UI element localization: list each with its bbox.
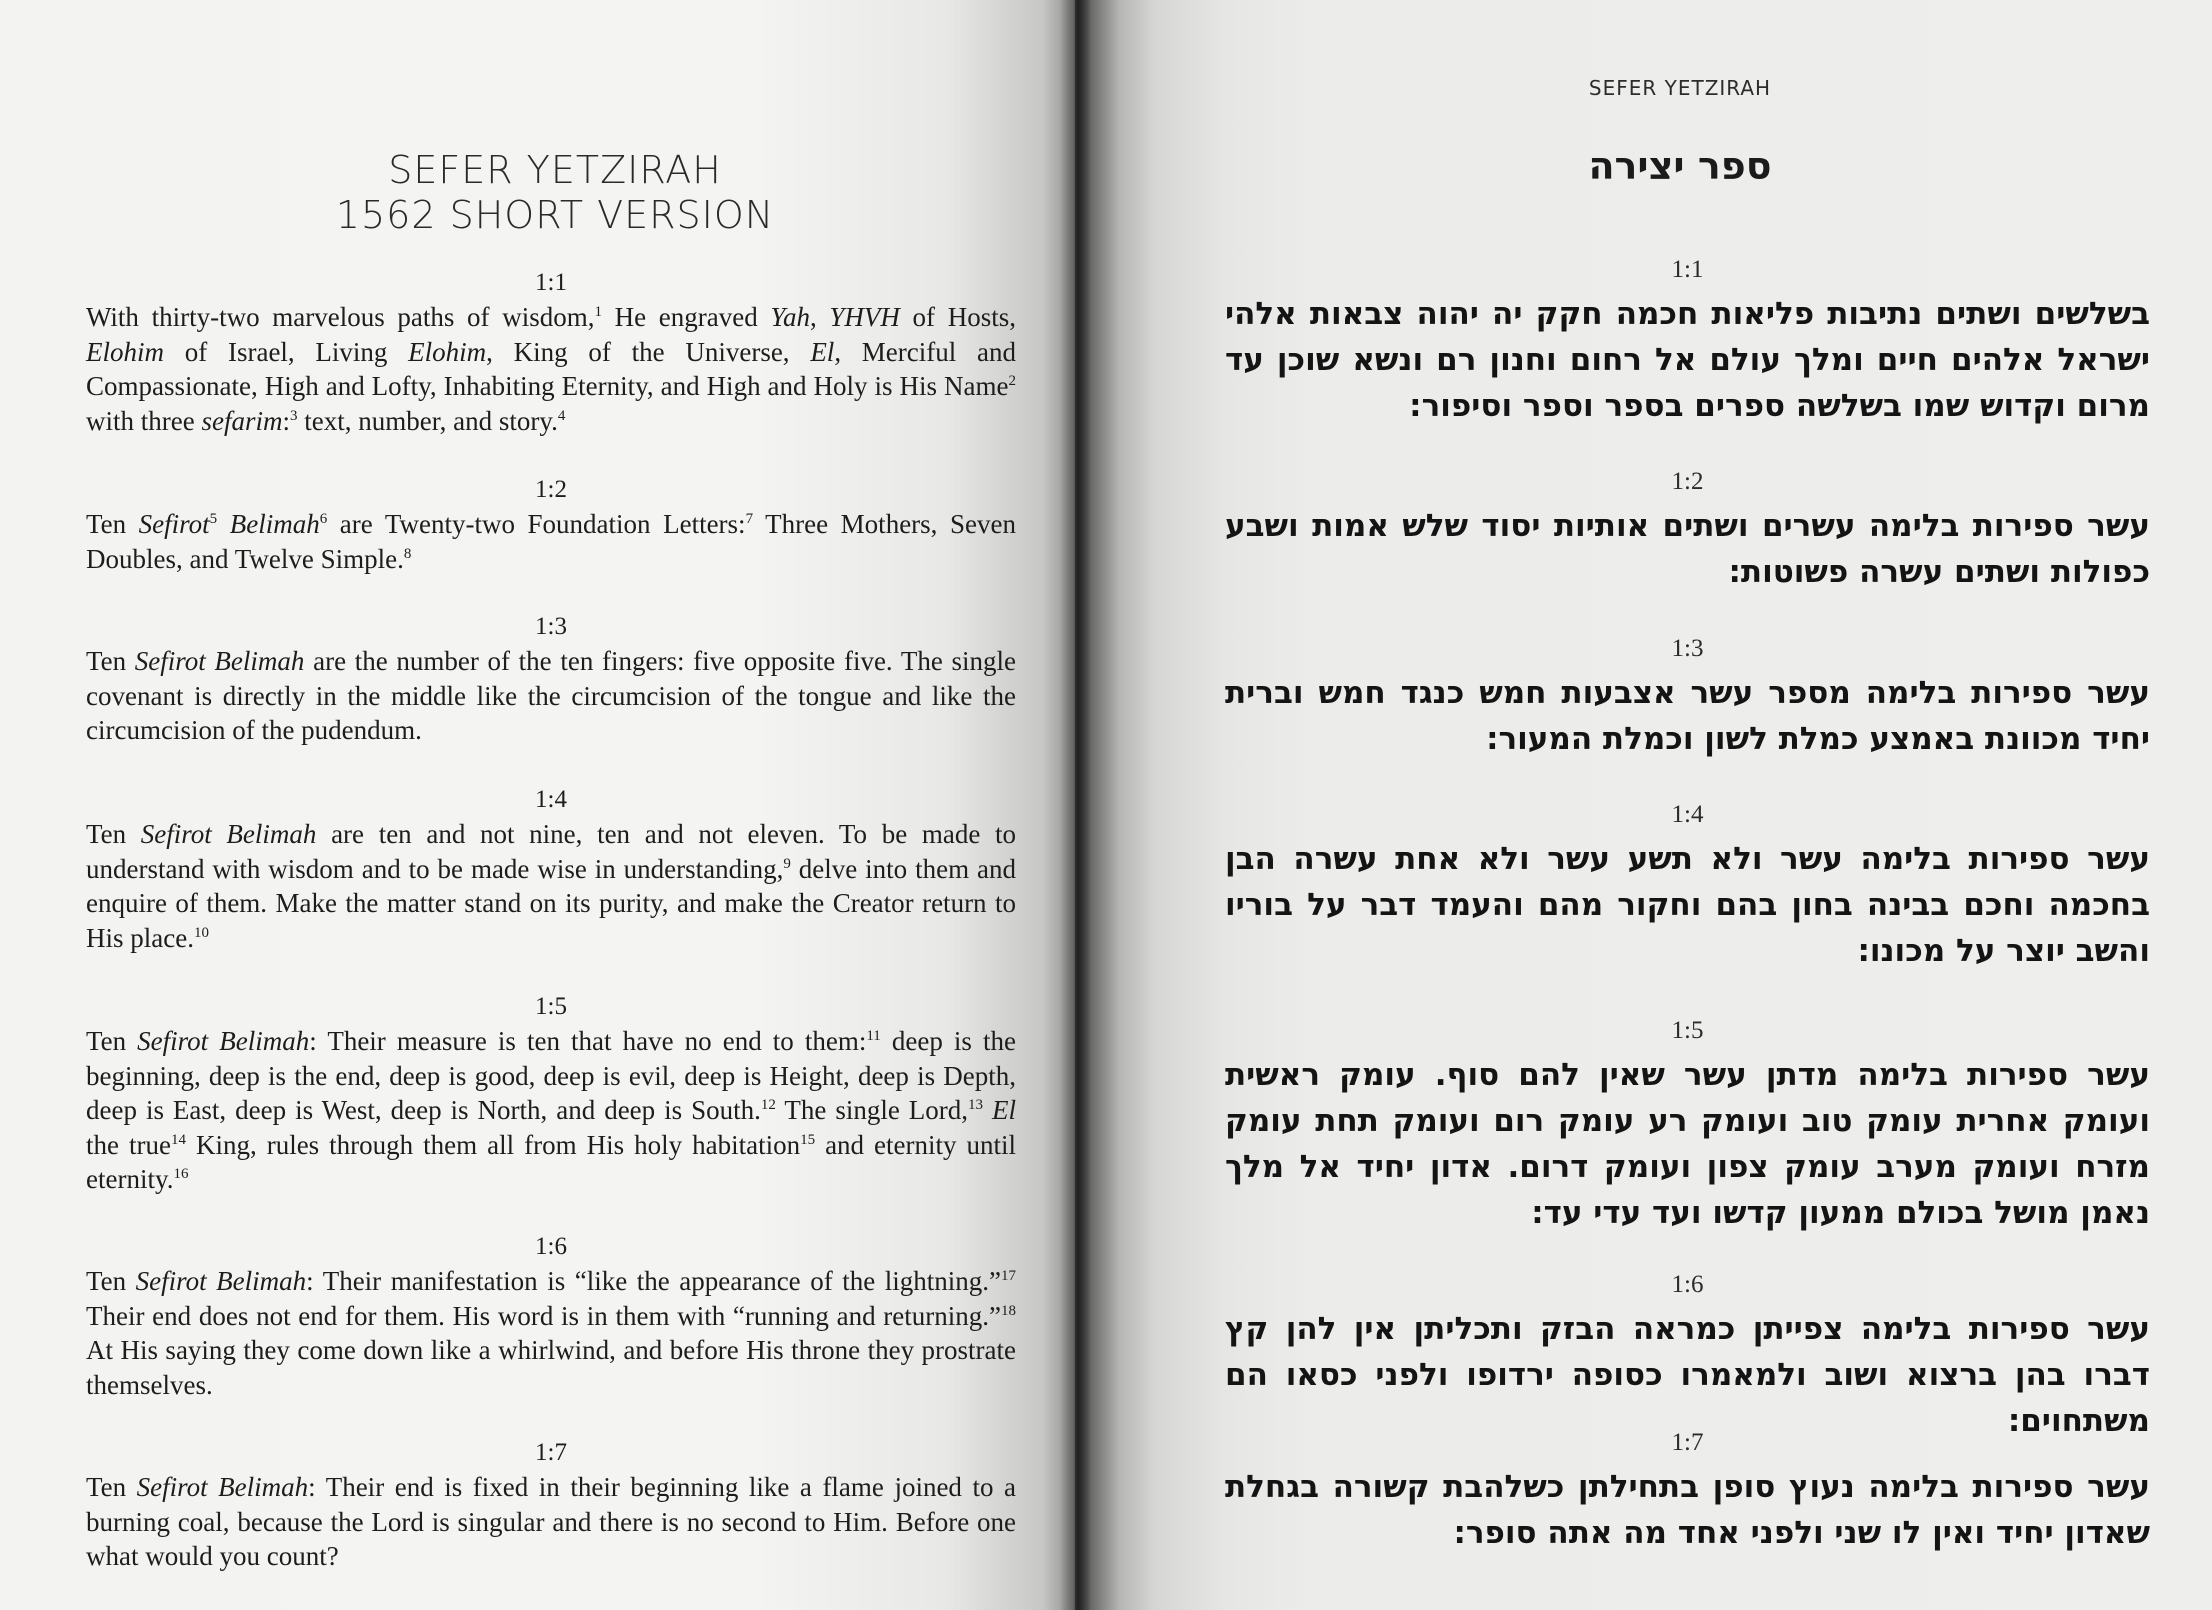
- verse-text: Ten Sefirot Belimah: Their measure is ten that have no end to them:$^{11}$ deep is the beginning, deep is the end, deep is good, deep is evil, deep is Height, deep is Depth, deep is East, deep is West, deep is North, and deep is South.$^{12}$ The single Lord,$^{13}$ El the true$^{14}$ King, rules through them all from His holy habitation$^{15}$ and eternity until eternity.$^{16}$: [86, 1026, 1017, 1194]
- english-section-1-4: [86, 785, 1016, 955]
- hebrew-section-1-5: [1225, 1016, 2150, 1236]
- verse-number: 1:3: [535, 613, 567, 640]
- verse-number: 1:4: [1671, 801, 1704, 828]
- hebrew-section-1-2: [1225, 467, 2150, 595]
- verse-text: עשר ספירות בלימה צפייתן כמראה הבזק ותכליתן אין להן קץ דברו בהן ברצוא ושוב ולמאמרו כסופה ירדופו ולפני כסאו הם משתחוים:: [1225, 1311, 2150, 1439]
- verse-text: Ten Sefirot Belimah are ten and not nine, ten and not eleven. To be made to understand with wisdom and to be made wise in understanding,$^9$ delve into them and enquire of them. Make the matter stand on its purity, and make the Creator return to His place.$^{10}$: [86, 819, 1016, 953]
- page-title: [90, 148, 1020, 238]
- title-line-1: SEFER YETZIRAH: [388, 148, 722, 192]
- english-section-1-2: [86, 475, 1016, 576]
- verse-number: 1:1: [535, 269, 567, 296]
- verse-number: 1:6: [535, 1233, 567, 1260]
- english-section-1-1: [86, 268, 1016, 438]
- running-head: SEFER YETZIRAH: [1588, 76, 1772, 100]
- hebrew-section-1-3: [1225, 634, 2150, 762]
- verse-text: Ten Sefirot Belimah: Their manifestation is “like the appearance of the lightning.”$^{17}$ Their end does not end for them. His word is in them with “running and returning.”$^{18}$ At His saying they come down like a whirlwind, and before His throne they prostrate themselves.: [86, 1266, 1016, 1400]
- verse-text: Ten Sefirot$^5$ Belimah$^6$ are Twenty-two Foundation Letters:$^7$ Three Mothers, Seven Doubles, and Twelve Simple.$^8$: [86, 509, 1016, 574]
- verse-number: 1:1: [1671, 256, 1704, 283]
- english-section-1-3: [86, 612, 1016, 748]
- verse-text: בשלשים ושתים נתיבות פליאות חכמה חקק יה יהוה צבאות אלהי ישראל אלהים חיים ומלך עולם אל רחום וחנון רם ונשא שוכן עד מרום וקדוש שמו בשלשה ספרים בספר וספר וסיפור:: [1225, 296, 2150, 424]
- verse-number: 1:7: [1671, 1429, 1704, 1456]
- hebrew-section-1-1: [1225, 255, 2150, 429]
- verse-number: 1:5: [535, 993, 567, 1020]
- verse-text: Ten Sefirot Belimah: Their end is fixed in their beginning like a flame joined to a burning coal, because the Lord is singular and there is no second to Him. Before one what would you count?: [86, 1472, 1016, 1571]
- verse-text: עשר ספירות בלימה עשרים ושתים אותיות יסוד שלש אמות ושבע כפולות ושתים עשרה פשוטות:: [1225, 508, 2150, 590]
- verse-text: עשר ספירות בלימה מדתן עשר שאין להם סוף. עומק ראשית ועומק אחרית עומק טוב ועומק רע עומק רום ועומק תחת עומק מזרח ועומק מערב עומק צפון ועומק דרום. אדון יחיד אל מלך נאמן מושל בכולם ממעון קדשו ועד עדי עד:: [1225, 1057, 2150, 1231]
- verse-text: עשר ספירות בלימה עשר ולא תשע עשר ולא אחת עשרה הבן בחכמה וחכם בבינה בחון בהם וחקור מהם והעמד דבר על בוריו והשב יוצר על מכונו:: [1225, 841, 2150, 969]
- verse-text: With thirty-two marvelous paths of wisdom,$^1$ He engraved Yah, YHVH of Hosts, Elohim of Israel, Living Elohim, King of the Universe, El, Merciful and Compassionate, High and Lofty, Inhabiting Eternity, and High and Holy is His Name$^2$ with three sefarim:$^3$ text, number, and story.$^4$: [86, 302, 1016, 436]
- verse-number: 1:3: [1671, 635, 1704, 662]
- verse-number: 1:4: [535, 786, 567, 813]
- hebrew-section-1-6: [1225, 1270, 2150, 1444]
- verse-number: 1:6: [1671, 1271, 1704, 1298]
- verse-number: 1:7: [535, 1439, 567, 1466]
- verse-number: 1:2: [535, 476, 567, 503]
- english-section-1-7: [86, 1438, 1016, 1574]
- verse-text: עשר ספירות בלימה נעוץ סופן בתחילתן כשלהבת קשורה בגחלת שאדון יחיד ואין לו שני ולפני אחד מה אתה סופר:: [1225, 1469, 2150, 1551]
- book-gutter: [1060, 0, 1090, 1610]
- english-section-1-5: [86, 992, 1016, 1197]
- hebrew-title: ספר יצירה: [1588, 144, 1772, 188]
- verse-number: 1:2: [1671, 468, 1704, 495]
- verse-text: Ten Sefirot Belimah are the number of the ten fingers: five opposite five. The single covenant is directly in the middle like the circumcision of the tongue and like the circumcision of the pudendum.: [86, 646, 1016, 745]
- title-line-2: 1562 SHORT VERSION: [335, 193, 775, 237]
- verse-number: 1:5: [1671, 1017, 1704, 1044]
- hebrew-section-1-7: [1225, 1428, 2150, 1556]
- english-section-1-6: [86, 1232, 1016, 1402]
- verse-text: עשר ספירות בלימה מספר עשר אצבעות חמש כנגד חמש וברית יחיד מכוונת באמצע כמלת לשון וכמלת המעור:: [1225, 675, 2150, 757]
- hebrew-section-1-4: [1225, 800, 2150, 974]
